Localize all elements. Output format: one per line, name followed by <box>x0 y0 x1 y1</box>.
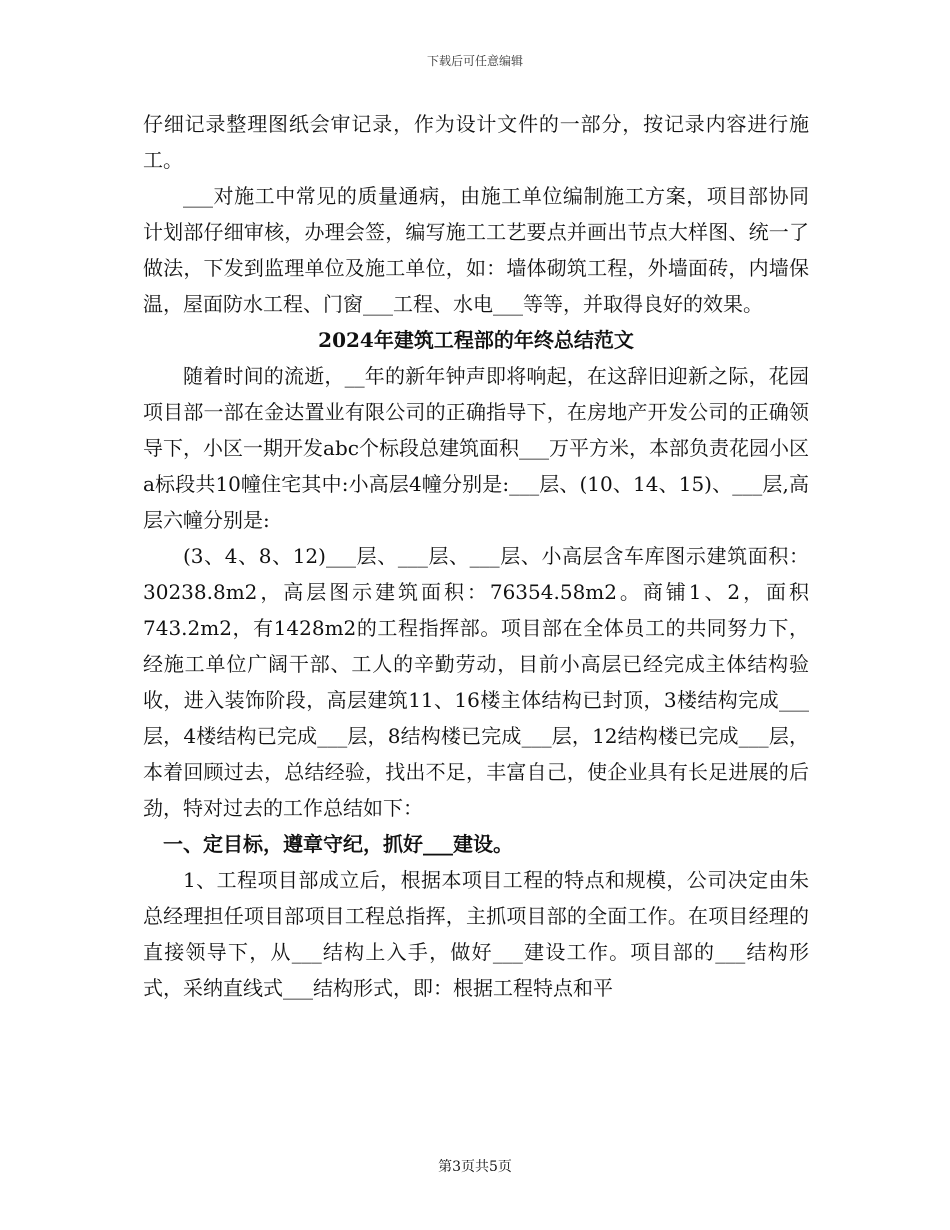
paragraph-intro: 随着时间的流逝，__年的新年钟声即将响起，在这辞旧迎新之际，花园项目部一部在金达置业有限公司的正确指导下，在房地产开发公司的正确领导下，小区一期开发abc个标段总建筑面积___万平方米，本部负责花园小区a标段共10幢住宅其中:小高层4幢分别是:___层、(10、14、15)、___层,高层六幢分别是: <box>143 364 809 532</box>
document-title: 2024年建筑工程部的年终总结范文 <box>318 328 634 352</box>
paragraph-continued: 仔细记录整理图纸会审记录，作为设计文件的一部分，按记录内容进行施工。 <box>143 112 809 172</box>
section-heading-1: 一、定目标，遵章守纪，抓好___建设。 <box>163 832 513 856</box>
paragraph-organization: 1、工程项目部成立后，根据本项目工程的特点和规模，公司决定由朱总经理担任项目部项目工程总指挥，主抓项目部的全面工作。在项目经理的直接领导下，从___结构上入手，做好___建设工作。项目部的___结构形式，采纳直线式___结构形式，即：根据工程特点和平 <box>143 868 809 1000</box>
page-number-footer: 第3页共5页 <box>438 1159 512 1175</box>
paragraph-progress: (3、4、8、12)___层、___层、___层、小高层含车库图示建筑面积：30238.8m2，高层图示建筑面积：76354.58m2。商铺1、2，面积743.2m2，有1428m2的工程指挥部。项目部在全体员工的共同努力下，经施工单位广阔干部、工人的辛勤劳动，目前小高层已经完成主体结构验收，进入装饰阶段，高层建筑11、16楼主体结构已封顶，3楼结构完成___层，4楼结构已完成___层，8结构楼已完成___层，12结构楼已完成___层，本着回顾过去，总结经验，找出不足，丰富自己，使企业具有长足进展的后劲，特对过去的工作总结如下： <box>143 544 809 820</box>
document-body <box>143 106 809 1006</box>
paragraph-quality-issues: ___对施工中常见的质量通病，由施工单位编制施工方案，项目部协同计划部仔细审核，办理会签，编写施工工艺要点并画出节点大样图、统一了做法，下发到监理单位及施工单位，如：墙体砌筑工程，外墙面砖，内墙保温，屋面防水工程、门窗___工程、水电___等等，并取得良好的效果。 <box>143 184 809 316</box>
page-header: 下载后可任意编辑 <box>426 54 523 68</box>
